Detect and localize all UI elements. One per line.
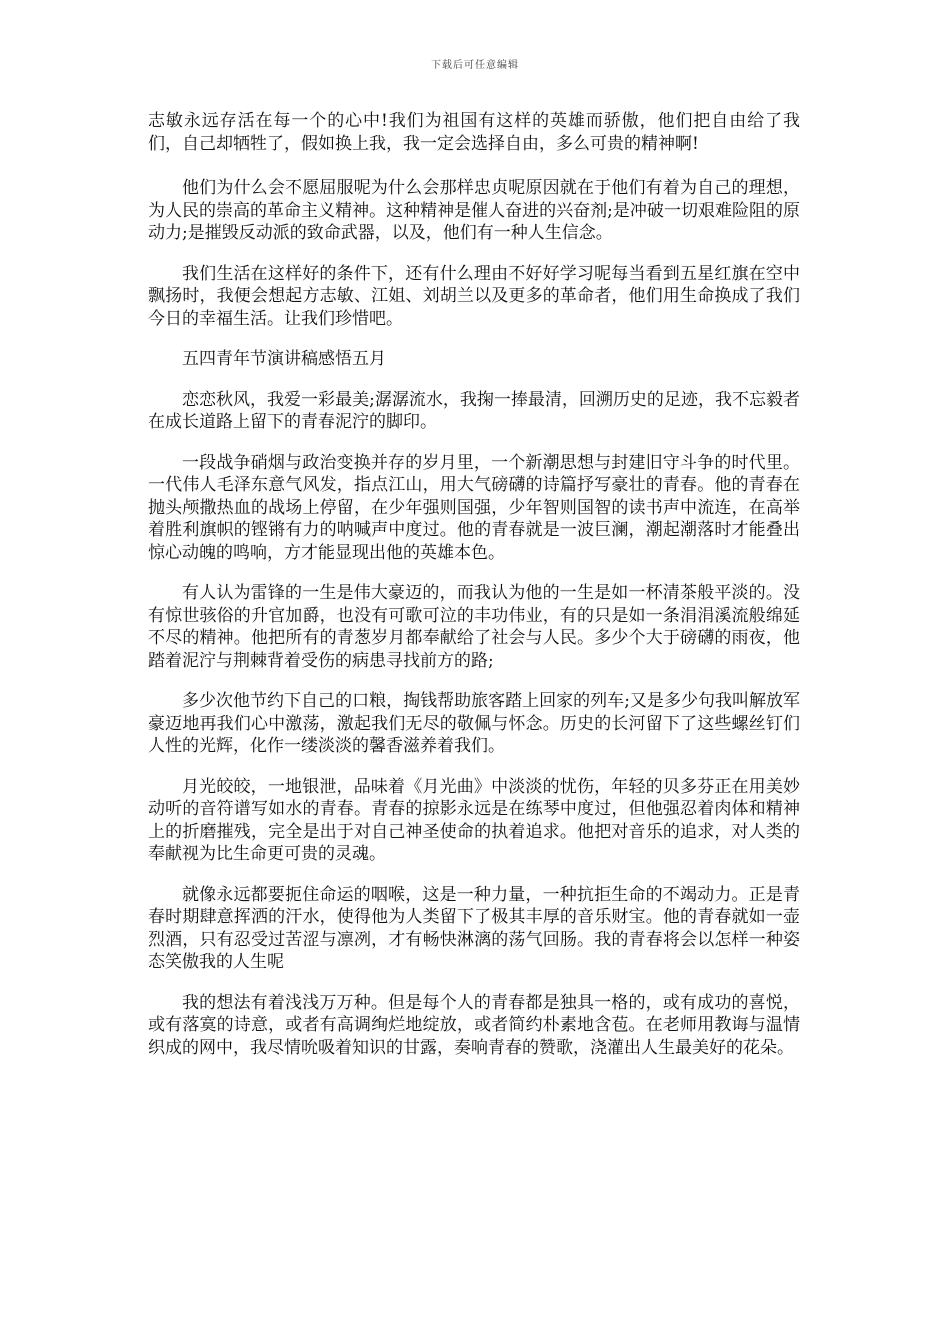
paragraph-10: 就像永远都要扼住命运的咽喉，这是一种力量，一种抗拒生命的不竭动力。正是青春时期肆意挥洒的汗水，使得他为人类留下了极其丰厚的音乐财宝。他的青春就如一壶烈酒，只有忍受过苦涩与凛冽，才有畅快淋漓的荡气回肠。我的青春将会以怎样一种姿态笑傲我的人生呢 xyxy=(148,884,800,972)
paragraph-1: 志敏永远存活在每一个的心中!我们为祖国有这样的英雄而骄傲，他们把自由给了我们，自己却牺牲了，假如换上我，我一定会选择自由，多么可贵的精神啊! xyxy=(148,111,800,154)
paragraph-11: 我的想法有着浅浅万万种。但是每个人的青春都是独具一格的，或有成功的喜悦，或有落寞的诗意，或者有高调绚烂地绽放，或者简约朴素地含苞。在老师用教诲与温情织成的网中，我尽情吮吸着知识的甘露，奏响青春的赞歌，浇灌出人生最美好的花朵。 xyxy=(148,992,800,1058)
paragraph-2: 他们为什么会不愿屈服呢为什么会那样忠贞呢原因就在于他们有着为自己的理想，为人民的崇高的革命主义精神。这种精神是催人奋进的兴奋剂;是冲破一切艰难险阻的原动力;是摧毁反动派的致命武器，以及，他们有一种人生信念。 xyxy=(148,178,800,243)
paragraph-8: 多少次他节约下自己的口粮，掏钱帮助旅客踏上回家的列车;又是多少句我叫解放军豪迈地再我们心中激荡，激起我们无尽的敬佩与怀念。历史的长河留下了这些螺丝钉们人性的光辉，化作一缕淡淡的馨香滋养着我们。 xyxy=(148,691,800,756)
page-header-note: 下载后可任意编辑 xyxy=(431,60,519,71)
paragraph-9: 月光皎皎，一地银泄，品味着《月光曲》中淡淡的忧伤，年轻的贝多芬正在用美妙动听的音符谱写如水的青春。青春的掠影永远是在练琴中度过，但他强忍着肉体和精神上的折磨摧残，完全是出于对自己神圣使命的执着追求。他把对音乐的追求，对人类的奉献视为比生命更可贵的灵魂。 xyxy=(148,776,800,864)
paragraph-5: 恋恋秋风，我爱一彩最美;潺潺流水，我掬一捧最清，回溯历史的足迹，我不忘毅者在成长道路上留下的青春泥泞的脚印。 xyxy=(148,389,800,432)
paragraph-6: 一段战争硝烟与政治变换并存的岁月里，一个新潮思想与封建旧守斗争的时代里。一代伟人毛泽东意气风发，指点江山，用大气磅礴的诗篇抒写豪壮的青春。他的青春在抛头颅撒热血的战场上停留，在少年强则国强，少年智则国智的读书声中流连，在高举着胜利旗帜的铿锵有力的呐喊声中度过。他的青春就是一波巨澜，潮起潮落时才能叠出惊心动魄的鸣响，方才能显现出他的英雄本色。 xyxy=(148,452,800,563)
document-body xyxy=(148,110,800,1077)
paragraph-7: 有人认为雷锋的一生是伟大豪迈的，而我认为他的一生是如一杯清茶般平淡的。没有惊世骇俗的升官加爵，也没有可歌可泣的丰功伟业，有的只是如一条涓涓溪流般绵延不尽的精神。他把所有的青葱岁月都奉献给了社会与人民。多少个大于磅礴的雨夜，他踏着泥泞与荆棘背着受伤的病患寻找前方的路; xyxy=(148,583,800,671)
paragraph-3: 我们生活在这样好的条件下，还有什么理由不好好学习呢每当看到五星红旗在空中飘扬时，我便会想起方志敏、江姐、刘胡兰以及更多的革命者，他们用生命换成了我们今日的幸福生活。让我们珍惜吧。 xyxy=(148,263,800,329)
section-title: 五四青年节演讲稿感悟五月 xyxy=(182,349,386,369)
